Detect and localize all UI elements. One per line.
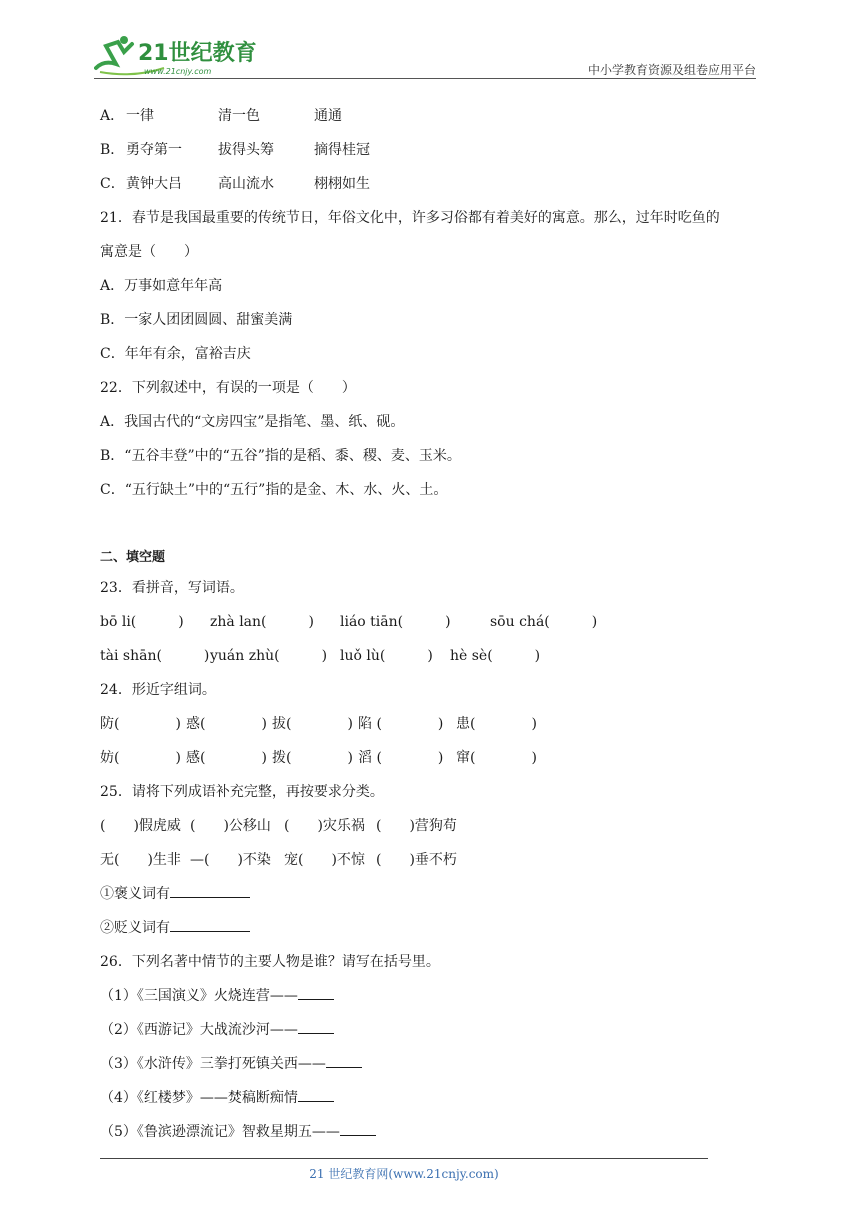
q21-option-a: A．万事如意年年高: [100, 278, 223, 294]
svg-text:www.21cnjy.com: www.21cnjy.com: [144, 67, 212, 76]
q22-option-b: B．“五谷丰登”中的“五谷”指的是稻、黍、稷、麦、玉米。: [100, 448, 461, 464]
footer-divider: [100, 1158, 708, 1159]
site-logo: [94, 34, 264, 76]
q23-row-2: tài shān( )yuán zhù( ) luǒ lù( ) hè sè( ): [100, 648, 541, 664]
q26-item-3: （3）《水浒传》三拳打死镇关西——: [100, 1051, 780, 1085]
q21-option-c: C．年年有余，富裕吉庆: [100, 346, 251, 362]
q26-item-2: （2）《西游记》大战流沙河——: [100, 1017, 780, 1051]
q24-row-1: 防( ) 惑( ) 拔( ) 陷 ( ) 患( ): [100, 716, 537, 732]
q20-option-c: C．黄钟大吕 高山流水 栩栩如生: [100, 176, 370, 192]
q22-stem: 22．下列叙述中，有误的一项是（ ）: [100, 380, 356, 396]
svg-text:21世纪教育: 21世纪教育: [138, 41, 257, 66]
q26-answer-blank-3[interactable]: [326, 1051, 362, 1068]
q21-stem-cont: 寓意是（ ）: [100, 244, 198, 260]
q26-answer-blank-1[interactable]: [298, 983, 334, 1000]
q22-option-c: C．“五行缺土”中的“五行”指的是金、木、水、火、土。: [100, 482, 448, 498]
q26-item-1: （1）《三国演义》火烧连营——: [100, 983, 780, 1017]
q22-option-a: A．我国古代的“文房四宝”是指笔、墨、纸、砚。: [100, 414, 405, 430]
q26-answer-blank-5[interactable]: [340, 1119, 376, 1136]
platform-title: 中小学教育资源及组卷应用平台: [587, 63, 756, 77]
q20-option-a: A． 一律 清一色 通通: [100, 108, 342, 124]
page-header: [94, 30, 756, 78]
q25-row-1: ( )假虎威 ( )公移山 ( )灾乐祸 ( )营狗苟: [100, 818, 457, 834]
q24-stem: 24．形近字组词。: [100, 682, 216, 698]
q25-row-2: 无( )生非 —( )不染 宠( )不惊 ( )垂不朽: [100, 852, 457, 868]
q25-blame-line: ②贬义词有: [100, 915, 780, 949]
q20-option-b: B． 勇夺第一 拔得头筹 摘得桂冠: [100, 142, 370, 158]
header-divider: [94, 78, 756, 79]
q26-item-5: （5）《鲁滨逊漂流记》智救星期五——: [100, 1119, 780, 1153]
praise-answer-blank[interactable]: [170, 881, 250, 898]
q23-stem: 23．看拼音，写词语。: [100, 580, 244, 596]
q25-stem: 25．请将下列成语补充完整，再按要求分类。: [100, 784, 384, 800]
q26-answer-blank-4[interactable]: [298, 1085, 334, 1102]
q26-item-4: （4）《红楼梦》——焚稿断痴情: [100, 1085, 780, 1119]
q21-stem: 21．春节是我国最重要的传统节日，年俗文化中，许多习俗都有着美好的寓意。那么，过年时吃鱼的: [100, 210, 720, 226]
document-body: [100, 103, 780, 1153]
page-footer: [100, 1158, 708, 1182]
q21-option-b: B．一家人团团圆圆、甜蜜美满: [100, 312, 293, 328]
footer-link[interactable]: 21 世纪教育网(www.21cnjy.com): [309, 1167, 499, 1181]
q25-praise-line: ①褒义词有: [100, 881, 780, 915]
section-title: 二、填空题: [100, 550, 166, 565]
q24-row-2: 妨( ) 感( ) 拨( ) 滔 ( ) 窜( ): [100, 750, 537, 766]
q23-row-1: bō li( ) zhà lan( ) liáo tiān( ) sōu chá( ): [100, 614, 598, 630]
blame-answer-blank[interactable]: [170, 915, 250, 932]
q26-stem: 26．下列名著中情节的主要人物是谁？请写在括号里。: [100, 954, 440, 970]
q26-answer-blank-2[interactable]: [298, 1017, 334, 1034]
